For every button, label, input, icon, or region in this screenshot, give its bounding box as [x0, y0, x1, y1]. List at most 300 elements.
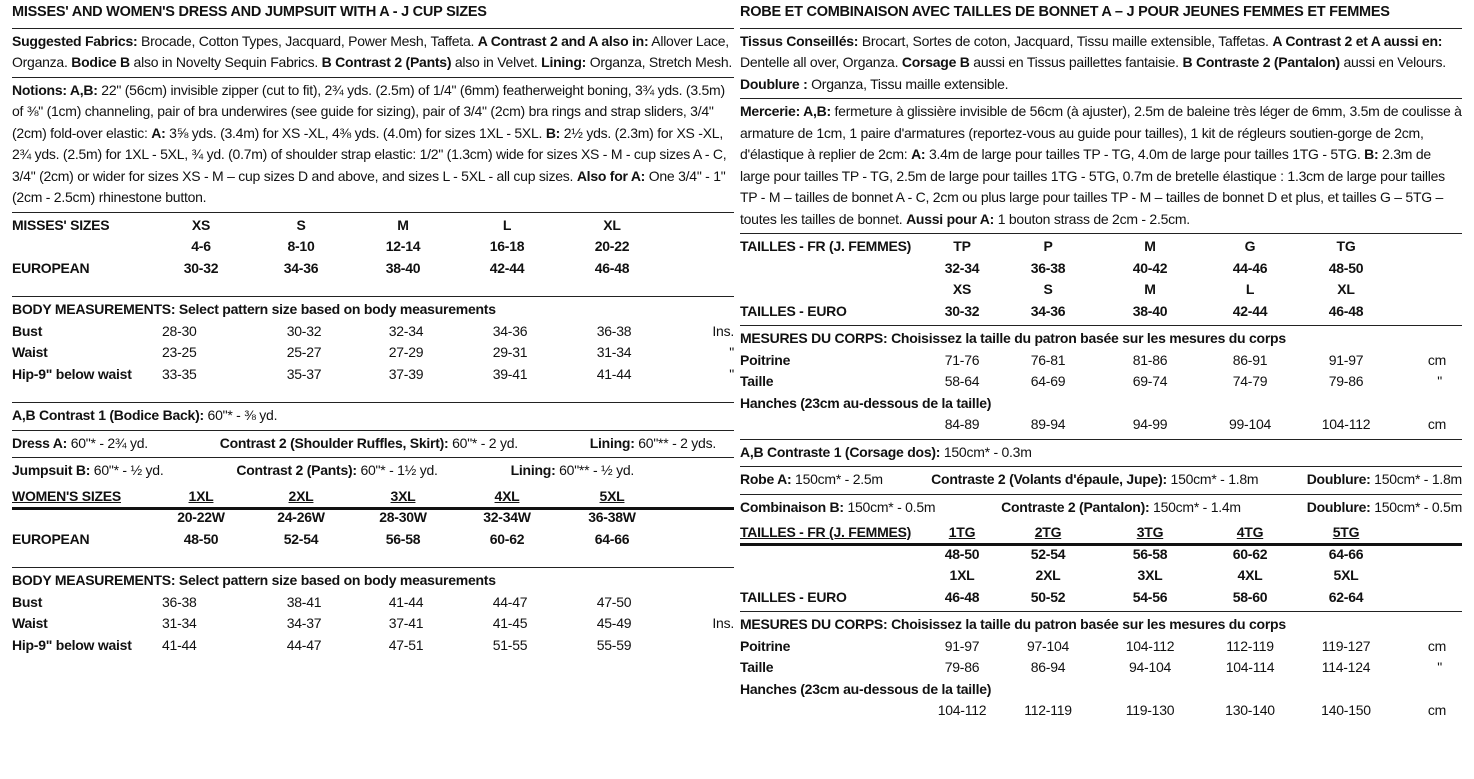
- bold-run: Contraste 2 (Pantalon):: [1001, 498, 1150, 515]
- tailles-intl-row: [740, 565, 1462, 587]
- french-title: ROBE ET COMBINAISON AVEC TAILLES DE BONNET A – J POUR JEUNES FEMMES ET FEMMES: [740, 0, 1462, 29]
- text-run: aussi en Velours.: [1339, 54, 1446, 70]
- measure-cell: 38-41: [286, 593, 322, 610]
- text-run: 60"* - 1½ yd.: [356, 462, 438, 478]
- body-measurements-heading: BODY MEASUREMENTS: Select pattern size based on body measurements: [12, 572, 496, 588]
- row-label: Hip-9" below waist: [12, 365, 132, 382]
- text-run: fermeture à glissière invisible de 56cm (à ajuster), 2.5m de baleine très léger de 6mm, 3.5m de coulisse à armature de 1cm, 1 paire d'armatures (reportez-vous au guide pour tailles), 1 kit de régleurs soutien-gorge de 2cm, d'élastique à replier de 2cm:: [740, 103, 1462, 162]
- size-cell: M: [1144, 281, 1156, 297]
- measure-cell: 36-38: [596, 322, 632, 339]
- text-run: 150cm* - 0.5m: [1370, 498, 1462, 515]
- measure-cell: 104-112: [1125, 637, 1175, 654]
- text-run: 60"* - ⅜ yd.: [203, 407, 278, 423]
- european-label: EUROPEAN: [12, 530, 90, 547]
- bold-run: Contrast 2 (Shoulder Ruffles, Skirt):: [219, 434, 449, 451]
- bold-run: A,B Contrast 1 (Bodice Back):: [12, 407, 204, 423]
- row-label: Poitrine: [740, 637, 791, 654]
- women-sizes-label: WOMEN'S SIZES: [12, 487, 121, 504]
- size-cell: 48-50: [944, 545, 980, 562]
- bold-run: Tissus Conseillés:: [740, 32, 859, 49]
- bold-run: Doublure:: [1306, 498, 1371, 515]
- size-cell: 16-18: [489, 238, 525, 254]
- row-label: Poitrine: [740, 351, 791, 368]
- bold-run: A:: [151, 124, 166, 141]
- text-run: 1 bouton strass de 2cm - 2.5cm.: [994, 210, 1190, 227]
- bold-run: Suggested Fabrics:: [12, 32, 138, 49]
- size-cell: 2XL: [288, 487, 314, 504]
- bold-run: A Contrast 2 et A aussi en:: [1272, 32, 1443, 49]
- measure-cell: 41-44: [596, 365, 632, 382]
- measure-cell: 39-41: [492, 365, 528, 382]
- measure-cell: 119-127: [1321, 637, 1371, 654]
- bold-run: B Contraste 2 (Pantalon): [1182, 54, 1340, 70]
- body-measurements-misses: [12, 297, 734, 403]
- measure-cell: 94-104: [1128, 659, 1172, 675]
- text-run: 2.3m de large pour tailles TP - TG, 2.5m de large pour tailles 1TG - 5TG, 0.7m de bretelle élastique : 1.3cm de large pour tailles TP - M – tailles de bonnet A - C, 2cm ou plus large pour tailles TP - M – tailles de bonnet D et plus, et tailles G – 5TG – toutes les tailles de bonnet.: [740, 146, 1445, 227]
- measure-cell: 58-64: [944, 373, 980, 389]
- measure-cell: 76-81: [1030, 351, 1066, 368]
- size-cell: L: [502, 216, 512, 233]
- unit-cell: Ins.: [712, 615, 734, 631]
- measure-cell: 74-79: [1232, 373, 1268, 389]
- measure-cell: 29-31: [492, 344, 528, 360]
- measure-cell: 41-44: [388, 593, 424, 610]
- bold-run: Doublure:: [1306, 471, 1371, 487]
- mesures-corps-2: [740, 612, 1462, 725]
- measure-cell: 119-130: [1125, 702, 1175, 718]
- text-run: 150cm* - 0.3m: [940, 443, 1032, 460]
- size-cell: 36-38W: [588, 509, 636, 525]
- bold-run: Aussi pour A:: [906, 210, 995, 227]
- unit-cell: cm: [1427, 416, 1446, 432]
- text-run: 60"** - 2 yds.: [634, 434, 716, 451]
- women-size-row: [12, 486, 734, 508]
- size-cell: 56-58: [1132, 545, 1168, 562]
- row-label: Waist: [12, 615, 48, 631]
- measure-cell: 37-41: [388, 615, 424, 631]
- measure-cell: 47-51: [388, 636, 424, 653]
- measure-cell: 51-55: [492, 636, 528, 653]
- text-run: Organza, Tissu maille extensible.: [807, 75, 1009, 92]
- bold-run: A,B Contraste 1 (Corsage dos):: [740, 443, 941, 460]
- yardage-line: [12, 433, 734, 455]
- size-cell: 4-6: [191, 238, 211, 254]
- measure-cell: 69-74: [1132, 373, 1168, 389]
- size-cell: 20-22: [594, 238, 630, 254]
- measure-cell: 44-47: [492, 593, 528, 610]
- measure-cell: 32-34: [388, 322, 424, 339]
- measure-cell: 86-94: [1030, 659, 1066, 675]
- bold-run: Notions: A,B:: [12, 81, 98, 98]
- yardage-item: [1001, 497, 1241, 519]
- bold-run: B:: [1364, 146, 1379, 162]
- bust-row: [12, 321, 734, 343]
- text-run: 60"* - ½ yd.: [90, 462, 164, 478]
- measure-cell: 23-25: [162, 344, 197, 360]
- text-run: 150cm* - 0.5m: [843, 498, 936, 515]
- tailles-fr-row: [740, 522, 1462, 544]
- text-run: Allover Lace, Organza.: [12, 32, 729, 70]
- measure-cell: 35-37: [286, 365, 322, 382]
- tailles-num-row: [740, 258, 1462, 280]
- size-cell: 8-10: [287, 238, 315, 254]
- unit-cell: ": [729, 365, 734, 382]
- metrage-contraste1: [740, 440, 1462, 468]
- hanches-label-row: [740, 393, 1462, 415]
- size-cell: 34-36: [1030, 302, 1066, 319]
- measure-cell: 104-112: [937, 702, 987, 718]
- size-cell: 32-34W: [483, 509, 531, 525]
- unit-cell: [666, 635, 734, 657]
- size-cell: 5TG: [1332, 524, 1360, 540]
- measure-cell: 104-112: [1321, 416, 1371, 432]
- size-cell: 3TG: [1136, 524, 1164, 540]
- size-cell: 64-66: [1328, 545, 1364, 562]
- measure-cell: 36-38: [162, 593, 197, 610]
- tailles-table-1: [740, 234, 1462, 326]
- yardage-dress: [12, 431, 734, 459]
- size-cell: 46-48: [594, 259, 630, 276]
- waist-row: [12, 613, 734, 635]
- yardage-item: [740, 469, 883, 491]
- text-run: 3⅝ yds. (3.4m) for XS -XL, 4⅜ yds. (4.0m) for sizes 1XL - 5XL.: [165, 124, 546, 141]
- measure-cell: 34-37: [286, 615, 322, 631]
- size-cell: 24-26W: [277, 509, 325, 525]
- text-run: 22" (56cm) invisible zipper (cut to fit), 2¾ yds. (2.5m) of 1/4" (6mm) featherweight boning, 3¾ yds. (3.5m) of ⅜" (1cm) channeling, pair of bra underwires (see guide for sizing), pair of 3/4" (2cm) bra rings and strap sliders, 3/4" (2cm) fold-over elastic:: [12, 81, 725, 141]
- size-cell: 2TG: [1034, 524, 1062, 540]
- bold-run: Lining:: [510, 462, 556, 478]
- yardage-text: [12, 405, 734, 427]
- misses-euro-row: [12, 258, 734, 280]
- measure-cell: 81-86: [1132, 351, 1168, 368]
- row-label: Waist: [12, 344, 48, 360]
- english-column: [12, 0, 734, 659]
- size-cell: 48-50: [183, 530, 219, 547]
- bold-run: Contraste 2 (Volants d'épaule, Jupe):: [931, 471, 1167, 487]
- hanches-label: Hanches (23cm au-dessous de la taille): [740, 394, 992, 411]
- measure-cell: 84-89: [944, 416, 980, 432]
- size-cell: 60-62: [1232, 545, 1268, 562]
- yardage-item: [1307, 497, 1462, 519]
- size-cell: TG: [1336, 238, 1356, 254]
- measure-cell: 41-45: [492, 615, 528, 631]
- size-cell: 36-38: [1030, 259, 1066, 276]
- size-cell: L: [1245, 281, 1255, 297]
- bold-run: Robe A:: [740, 471, 792, 487]
- text-run: also in Velvet.: [451, 54, 542, 70]
- measure-cell: 94-99: [1132, 416, 1168, 432]
- size-cell: 1XL: [949, 567, 975, 583]
- size-cell: 4XL: [1237, 567, 1263, 583]
- measure-cell: 28-30: [162, 322, 197, 339]
- bold-run: Combinaison B:: [740, 498, 844, 515]
- measure-cell: 31-34: [596, 344, 632, 360]
- size-cell: 62-64: [1328, 588, 1364, 605]
- notions-en: [12, 78, 734, 213]
- measure-cell: 45-49: [596, 615, 632, 631]
- unit-cell: [666, 592, 734, 614]
- text-run: 150cm* - 1.8m: [1166, 471, 1259, 487]
- size-cell: 2XL: [1035, 567, 1061, 583]
- measure-cell: 114-124: [1321, 659, 1371, 675]
- size-cell: 5XL: [1333, 567, 1359, 583]
- measure-cell: 33-35: [162, 365, 197, 382]
- measure-cell: 99-104: [1228, 416, 1272, 432]
- measure-cell: 91-97: [944, 637, 980, 654]
- waist-row: [12, 342, 734, 364]
- size-cell: 12-14: [385, 238, 421, 254]
- text-run: aussi en Tissus paillettes fantaisie.: [969, 54, 1183, 70]
- text-run: Organza, Stretch Mesh.: [586, 54, 733, 70]
- size-cell: S: [296, 216, 306, 233]
- text-run: 2½ yds. (2.3m) for XS -XL, 2¾ yds. (2.5m) for 1XL - 5XL, ¾ yd. (0.7m) of shoulder strap elastic: 1/2" (1.3cm) wide for sizes XS - M - cup sizes A - C, 3/4" (2cm) or wider for sizes XS - M – cup sizes D and above, and sizes L - 5XL - all cup sizes.: [12, 124, 727, 184]
- size-cell: XL: [1337, 281, 1355, 297]
- text-run: 3.4m de large pour tailles TP - TG, 4.0m de large pour tailles 1TG - 5TG.: [925, 146, 1365, 162]
- text-run: 60"* - 2¾ yd.: [67, 434, 148, 451]
- hanches-row: [740, 700, 1462, 722]
- text-run: One 3/4" - 1" (2cm - 2.5cm) rhinestone button.: [12, 167, 726, 205]
- size-cell: 5XL: [599, 487, 625, 504]
- size-cell: 44-46: [1232, 259, 1268, 276]
- bold-run: Bodice B: [71, 54, 130, 70]
- size-cell: 38-40: [1132, 302, 1168, 319]
- text-run: 60"** - ½ yd.: [555, 462, 634, 478]
- measure-cell: 37-39: [388, 365, 424, 382]
- bold-run: A:: [911, 146, 926, 162]
- tailles-fr-label: TAILLES - FR (J. FEMMES): [740, 238, 912, 254]
- yardage-item: [590, 433, 716, 455]
- yardage-item: [740, 497, 935, 519]
- measure-cell: 55-59: [596, 636, 632, 653]
- measure-cell: 44-47: [286, 636, 322, 653]
- size-cell: 64-66: [594, 530, 630, 547]
- bold-run: Contrast 2 (Pants):: [236, 462, 357, 478]
- unit-cell: cm: [1427, 351, 1446, 368]
- mesures-heading: MESURES DU CORPS: Choisissez la taille du patron basée sur les mesures du corps: [740, 616, 1286, 632]
- yardage-item: [511, 460, 634, 482]
- measure-cell: 91-97: [1328, 351, 1364, 368]
- bold-run: Dress A:: [12, 434, 68, 451]
- french-column: [740, 0, 1462, 725]
- measure-cell: 89-94: [1030, 416, 1066, 432]
- taille-row: [740, 371, 1462, 393]
- body-measurements-heading: BODY MEASUREMENTS: Select pattern size based on body measurements: [12, 301, 496, 317]
- hanches-label-row: [740, 679, 1462, 701]
- hanches-label: Hanches (23cm au-dessous de la taille): [740, 680, 992, 697]
- size-cell: 32-34: [944, 259, 980, 276]
- tailles-euro-label: TAILLES - EURO: [740, 588, 847, 605]
- size-cell: 48-50: [1328, 259, 1364, 276]
- body-measurements-women: [12, 568, 734, 659]
- bold-run: B Contrast 2 (Pants): [321, 54, 452, 70]
- unit-cell: ": [729, 344, 734, 360]
- yardage-contrast1: [12, 403, 734, 431]
- yardage-item: [1307, 469, 1462, 491]
- european-label: EUROPEAN: [12, 259, 90, 276]
- text-run: Dentelle all over, Organza.: [740, 54, 902, 70]
- size-cell: 46-48: [1328, 302, 1364, 319]
- bold-run: Lining:: [589, 434, 635, 451]
- measure-cell: 140-150: [1321, 702, 1371, 718]
- measure-cell: 112-119: [1226, 637, 1274, 654]
- size-cell: XS: [191, 216, 211, 233]
- misses-sizes-table: [12, 213, 734, 298]
- fabrics-text: [740, 31, 1462, 96]
- size-cell: 56-58: [385, 530, 421, 547]
- size-cell: M: [1144, 238, 1156, 254]
- measure-cell: 41-44: [162, 636, 197, 653]
- unit-cell: ": [1437, 373, 1442, 389]
- bold-run: Lining:: [541, 54, 587, 70]
- notions-text: [12, 80, 734, 209]
- measure-cell: 31-34: [162, 615, 197, 631]
- measure-cell: 112-119: [1024, 702, 1072, 718]
- fabrics-text: [12, 31, 734, 74]
- poitrine-row: [740, 636, 1462, 658]
- suggested-fabrics-en: [12, 29, 734, 78]
- text-run: 150cm* - 1.4m: [1149, 498, 1241, 515]
- size-cell: G: [1244, 238, 1256, 254]
- measure-cell: 86-91: [1232, 351, 1268, 368]
- measure-cell: 64-69: [1030, 373, 1066, 389]
- size-cell: 4XL: [494, 487, 520, 504]
- size-cell: 1XL: [188, 487, 214, 504]
- size-cell: 4TG: [1236, 524, 1264, 540]
- measure-cell: 130-140: [1225, 702, 1275, 718]
- tailles-table-2: [740, 520, 1462, 612]
- tailles-num-row: [740, 544, 1462, 566]
- text-run: 60"* - 2 yd.: [448, 434, 518, 451]
- measure-cell: 27-29: [388, 344, 424, 360]
- notions-fr: [740, 99, 1462, 234]
- women-sizes-table: [12, 484, 734, 569]
- size-cell: 42-44: [1232, 302, 1268, 319]
- yardage-line: [740, 469, 1462, 491]
- tailles-fr-row: [740, 236, 1462, 258]
- row-label: Taille: [740, 659, 774, 675]
- measure-cell: 79-86: [1328, 373, 1364, 389]
- size-cell: XL: [603, 216, 621, 233]
- unit-cell: ": [1437, 659, 1442, 675]
- taille-row: [740, 657, 1462, 679]
- misses-size-row: [12, 215, 734, 237]
- size-cell: 42-44: [489, 259, 525, 276]
- size-cell: 54-56: [1132, 588, 1168, 605]
- tailles-euro-label: TAILLES - EURO: [740, 302, 847, 319]
- row-label: Hip-9" below waist: [12, 636, 132, 653]
- yardage-item: [236, 460, 437, 482]
- measure-cell: 71-76: [944, 351, 980, 368]
- yardage-item: [931, 469, 1258, 491]
- text-run: also in Novelty Sequin Fabrics.: [129, 54, 322, 70]
- size-cell: 40-42: [1132, 259, 1168, 276]
- text-run: 150cm* - 2.5m: [791, 471, 883, 487]
- size-cell: M: [397, 216, 409, 233]
- hanches-row: [740, 414, 1462, 436]
- measure-cell: 104-114: [1225, 659, 1275, 675]
- english-title: MISSES' AND WOMEN'S DRESS AND JUMPSUIT WITH A - J CUP SIZES: [12, 0, 734, 29]
- size-cell: 46-48: [944, 588, 980, 605]
- size-cell: 20-22W: [177, 509, 225, 525]
- metrage-robe: [740, 467, 1462, 495]
- size-cell: XS: [952, 281, 972, 297]
- suggested-fabrics-fr: [740, 29, 1462, 100]
- size-cell: 38-40: [385, 259, 421, 276]
- size-cell: S: [1043, 281, 1053, 297]
- size-cell: 30-32: [944, 302, 980, 319]
- yardage-item: [12, 433, 148, 455]
- bold-run: Corsage B: [901, 54, 970, 70]
- unit-cell: Ins.: [712, 322, 734, 339]
- measure-cell: 47-50: [596, 593, 632, 610]
- size-cell: 52-54: [1030, 545, 1066, 562]
- tailles-euro-row: [740, 587, 1462, 609]
- row-label: Taille: [740, 373, 774, 389]
- yardage-line: [740, 497, 1462, 519]
- size-cell: 1TG: [948, 524, 976, 540]
- hip-row: [12, 635, 734, 657]
- size-cell: 3XL: [390, 487, 416, 504]
- misses-sizes-label: MISSES' SIZES: [12, 216, 110, 233]
- text-run: Brocart, Sortes de coton, Jacquard, Tissu maille extensible, Taffetas.: [858, 32, 1273, 49]
- misses-us-row: [12, 236, 734, 258]
- text-run: 150cm* - 1.8m: [1370, 471, 1462, 487]
- size-cell: 50-52: [1030, 588, 1066, 605]
- size-cell: 58-60: [1232, 588, 1268, 605]
- tailles-intl-row: [740, 279, 1462, 301]
- measure-cell: 25-27: [286, 344, 322, 360]
- bold-run: Jumpsuit B:: [12, 462, 91, 478]
- text-run: Brocade, Cotton Types, Jacquard, Power Mesh, Taffeta.: [137, 32, 478, 49]
- bold-run: Also for A:: [576, 167, 646, 184]
- measure-cell: 30-32: [286, 322, 322, 339]
- yardage-item: [220, 433, 518, 455]
- bold-run: Mercerie: A,B:: [740, 103, 831, 119]
- size-cell: 34-36: [283, 259, 319, 276]
- women-us-row: [12, 507, 734, 529]
- mesures-heading: MESURES DU CORPS: Choisissez la taille du patron basée sur les mesures du corps: [740, 330, 1286, 346]
- hip-row: [12, 364, 734, 386]
- size-cell: TP: [953, 238, 971, 254]
- row-label: Bust: [12, 322, 43, 339]
- tailles-euro-row: [740, 301, 1462, 323]
- size-cell: 52-54: [283, 530, 319, 547]
- tailles-fr-label: TAILLES - FR (J. FEMMES): [740, 524, 912, 540]
- yardage-item: [12, 460, 163, 482]
- poitrine-row: [740, 350, 1462, 372]
- bold-run: B:: [545, 124, 561, 141]
- size-cell: 30-32: [183, 259, 219, 276]
- measure-cell: 97-104: [1026, 637, 1070, 654]
- size-cell: 28-30W: [379, 509, 427, 525]
- yardage-line: [12, 460, 734, 482]
- bust-row: [12, 592, 734, 614]
- measure-cell: 34-36: [492, 322, 528, 339]
- unit-cell: cm: [1427, 637, 1446, 654]
- row-label: Bust: [12, 593, 43, 610]
- yardage-text: [740, 442, 1462, 464]
- size-cell: P: [1043, 238, 1053, 254]
- size-cell: 3XL: [1137, 567, 1163, 583]
- measure-cell: 79-86: [944, 659, 980, 675]
- unit-cell: cm: [1427, 702, 1446, 718]
- bold-run: A Contrast 2 and A also in:: [477, 32, 649, 49]
- mesures-corps-1: [740, 326, 1462, 440]
- size-cell: 60-62: [489, 530, 525, 547]
- notions-text: [740, 101, 1462, 230]
- women-euro-row: [12, 529, 734, 551]
- bold-run: Doublure :: [740, 75, 808, 92]
